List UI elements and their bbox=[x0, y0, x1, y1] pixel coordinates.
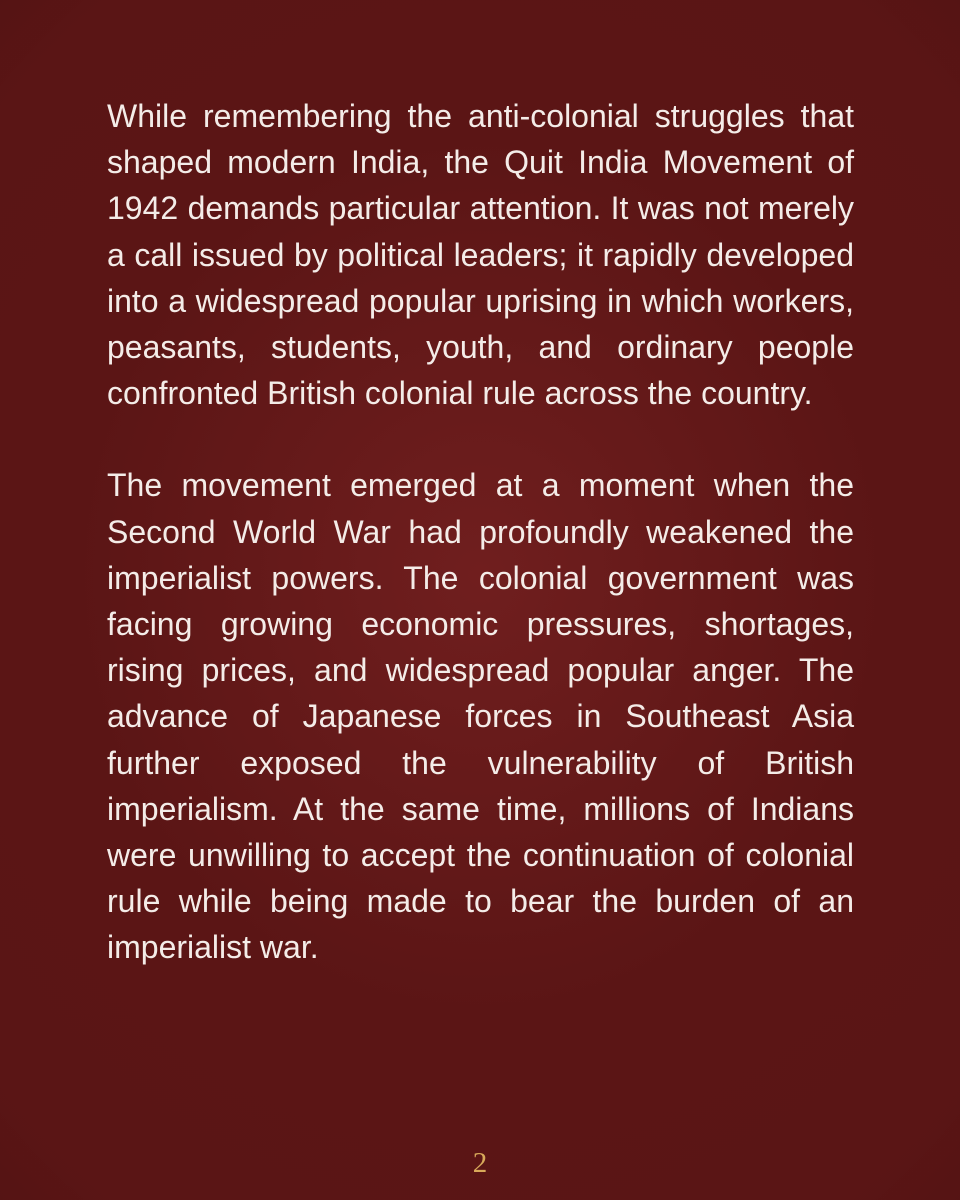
body-text bbox=[107, 93, 854, 971]
paragraph-1: While remembering the anti-colonial struggles that shaped modern India, the Quit India Movement of 1942 demands particular attention. It was not merely a call issued by political leaders; it rapidly developed into a widespread popular uprising in which workers, peasants, students, youth, and ordinary people confronted British colonial rule across the country. bbox=[107, 98, 854, 412]
page-number: 2 bbox=[472, 1147, 488, 1179]
paragraph-2: The movement emerged at a moment when the Second World War had profoundly weakened the imperialist powers. The colonial government was facing growing economic pressures, shortages, rising prices, and widespread popular anger. The advance of Japanese forces in Southeast Asia further exposed the vulnerability of British imperialism. At the same time, millions of Indians were unwilling to accept the continuation of colonial rule while being made to bear the burden of an imperialist war. bbox=[107, 467, 854, 966]
